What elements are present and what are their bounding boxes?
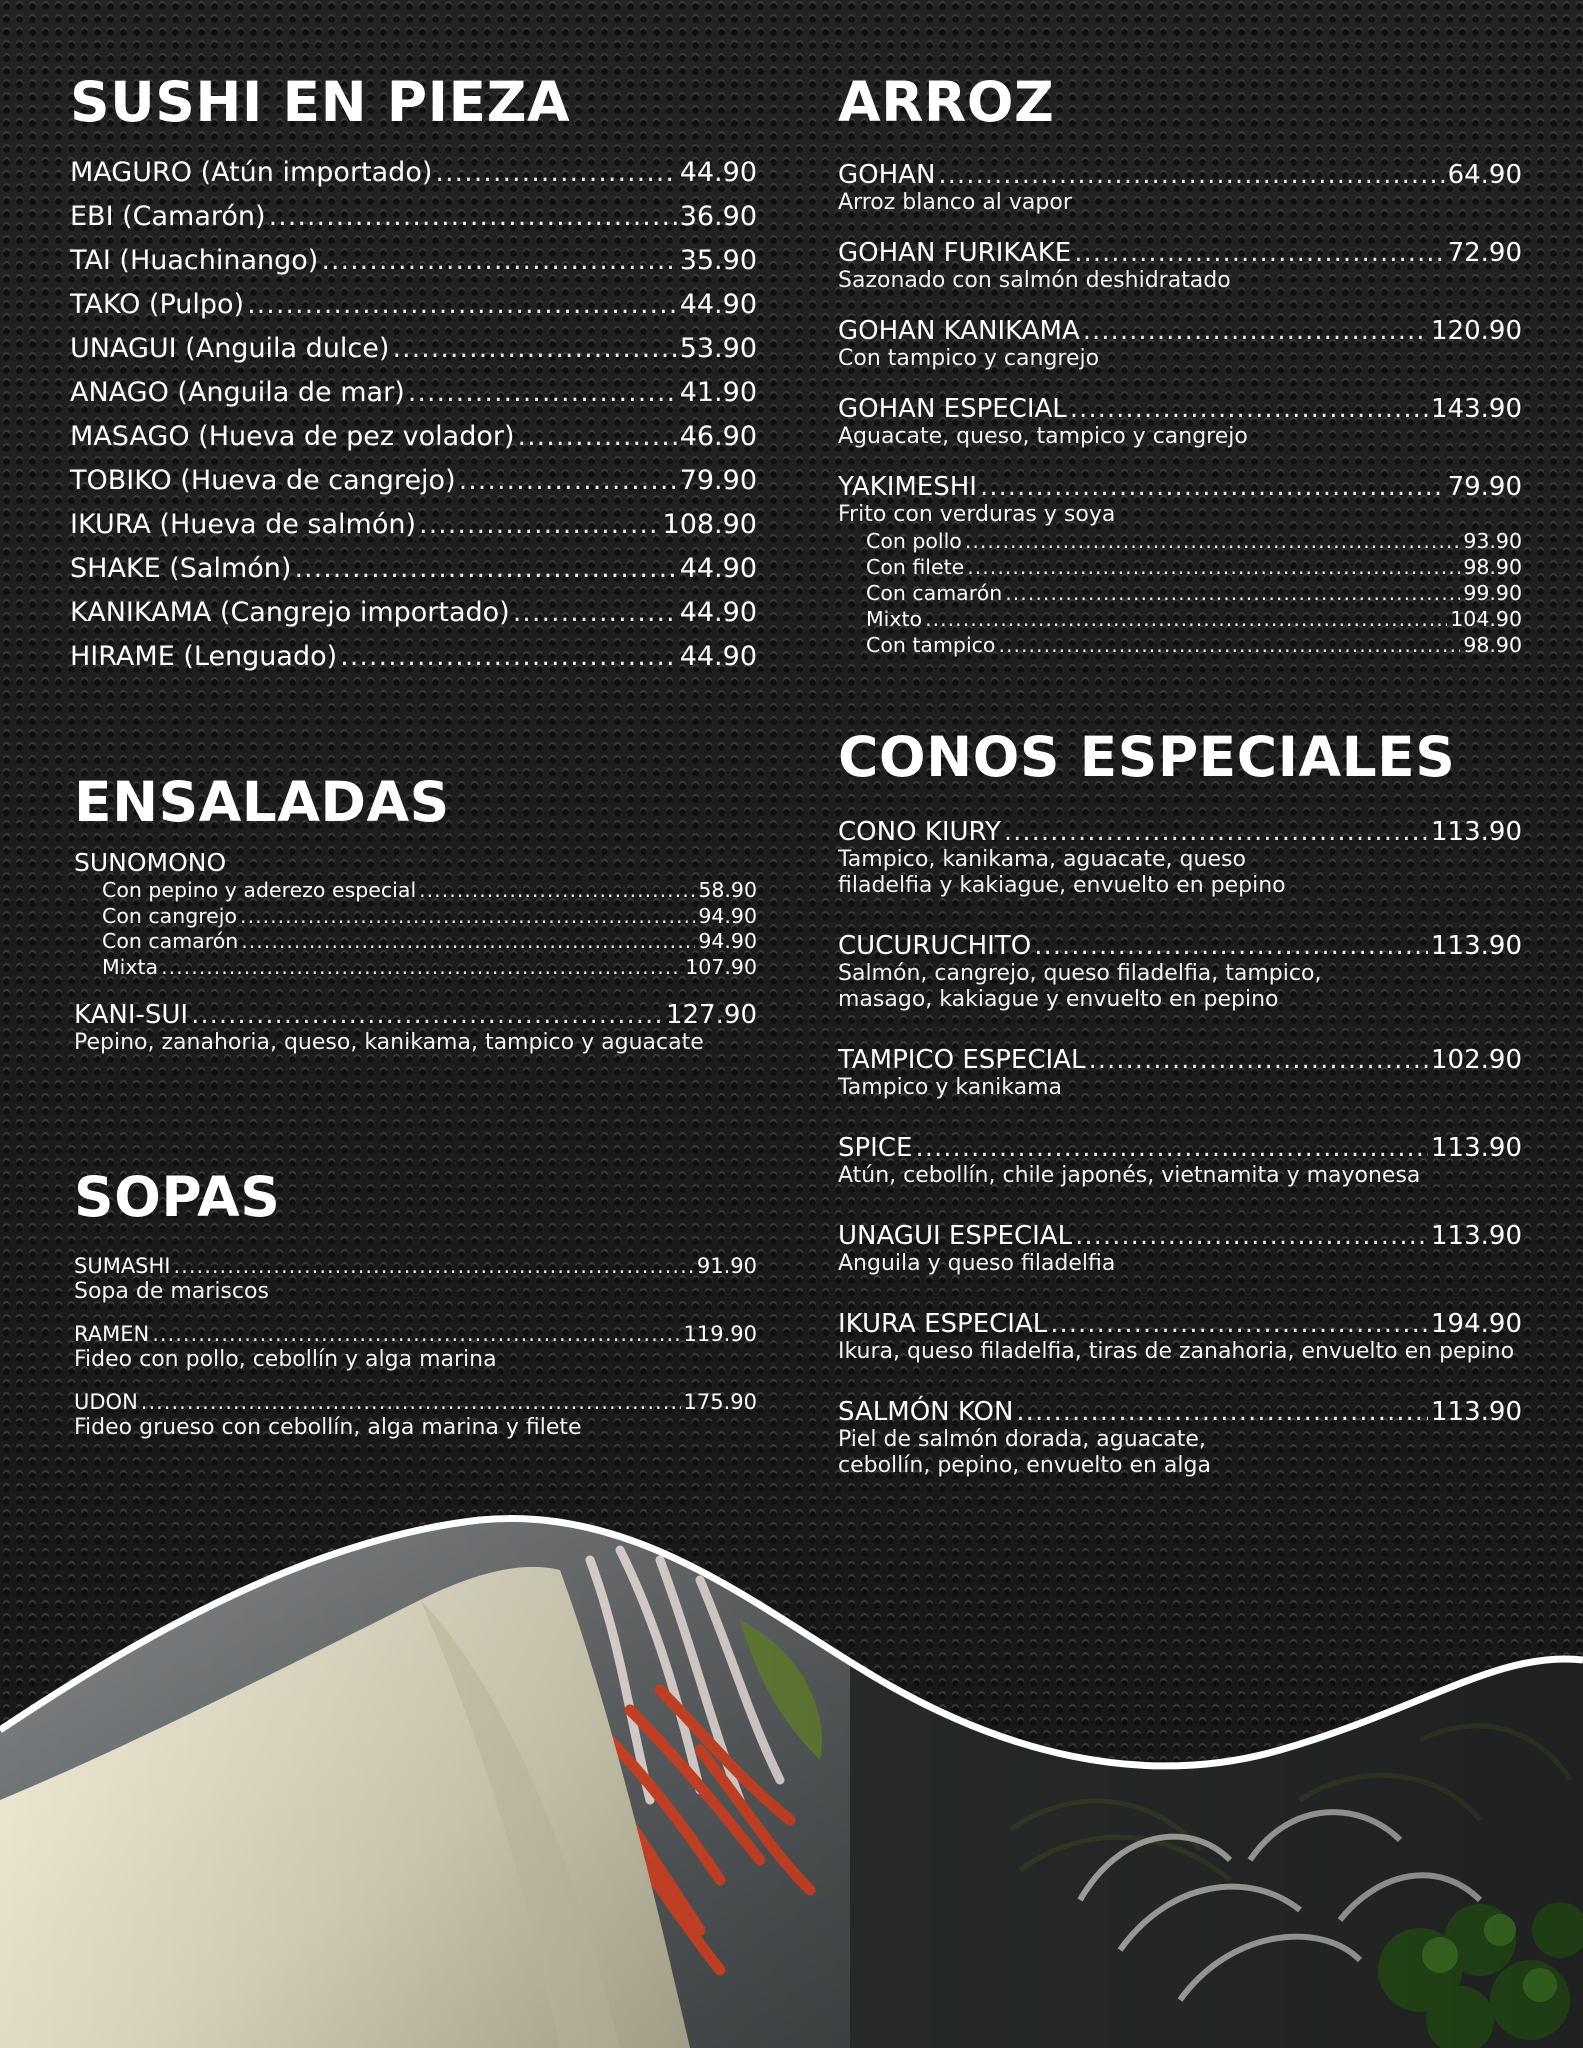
item-name: GOHAN KANIKAMA [838,316,1080,346]
leader-dots [240,904,695,930]
item-description: masago, kakiague y envuelto en pepino [838,987,1279,1012]
option-name: Con cangrejo [102,903,238,928]
item-description: Sazonado con salmón deshidratado [838,268,1231,293]
menu-item [838,1397,1522,1427]
item-name: UNAGUI (Anguila dulce) [70,333,390,364]
menu-item [70,591,757,635]
item-price: 113.90 [1431,1133,1522,1163]
menu-item [70,283,757,327]
section-title-ensaladas: ENSALADAS [74,770,450,834]
food-photo [0,1500,1583,2048]
item-price: 44.90 [679,641,757,672]
item-description: Atún, cebollín, chile japonés, vietnamita y mayonesa [838,1163,1421,1188]
item-name: UNAGUI ESPECIAL [838,1221,1073,1251]
option-name: Con camarón [866,581,1003,605]
leader-dots [241,929,695,955]
option-price: 93.90 [1463,529,1522,553]
menu-item [838,1133,1522,1163]
option-name: Mixto [866,607,923,631]
option-price: 58.90 [698,878,757,902]
item-price: 46.90 [679,421,757,452]
leader-dots [998,632,1460,658]
item-price: 113.90 [1431,1221,1522,1251]
item-name: TAI (Huachinango) [70,245,319,276]
option-price: 104.90 [1450,607,1522,631]
option-price: 98.90 [1463,555,1522,579]
item-description: Piel de salmón dorada, aguacate, [838,1427,1206,1452]
item-name: GOHAN ESPECIAL [838,394,1067,424]
leader-dots [1016,1397,1428,1427]
section-title-sopas: SOPAS [74,1165,281,1229]
leader-dots [141,1389,681,1415]
sopas-list [74,1253,757,1441]
sushi-list [70,151,757,679]
sub-option [838,580,1522,606]
item-description: Arroz blanco al vapor [838,190,1072,215]
arroz-list [838,160,1522,658]
item-name: MAGURO (Atún importado) [70,157,433,188]
item-name: SALMÓN KON [838,1397,1014,1427]
menu-item [70,459,757,503]
photo-content [0,1500,1583,2048]
leader-dots [1070,394,1428,424]
item-price: 44.90 [679,289,757,320]
leader-dots [161,955,682,981]
item-name: TAKO (Pulpo) [70,289,245,320]
option-name: Con pollo [866,529,962,553]
leader-dots [925,606,1447,632]
menu-item [838,1221,1522,1251]
item-description: Fideo grueso con cebollín, alga marina y filete [74,1415,582,1440]
menu-item [70,151,757,195]
menu-item [838,472,1522,502]
item-name-sunomono: SUNOMONO [74,848,227,877]
menu-item [838,931,1522,961]
item-description: Aguacate, queso, tampico y cangrejo [838,424,1248,449]
item-name: SPICE [838,1133,913,1163]
item-price: 53.90 [679,333,757,364]
item-description: cebollín, pepino, envuelto en alga [838,1453,1211,1478]
item-description: Tampico, kanikama, aguacate, queso [838,847,1246,872]
menu-item [74,1321,757,1347]
menu-item [838,160,1522,190]
leader-dots [518,415,677,459]
item-price: 194.90 [1431,1309,1522,1339]
section-title-conos: CONOS ESPECIALES [838,725,1456,789]
item-name: SUMASHI [74,1254,171,1278]
leader-dots [965,528,1460,554]
item-name: SHAKE (Salmón) [70,553,292,584]
sub-option [838,632,1522,658]
option-name: Con pepino y aderezo especial [102,878,417,902]
item-price: 36.90 [679,201,757,232]
item-name: GOHAN [838,160,936,190]
sub-option [74,878,757,904]
leader-dots [419,878,695,904]
item-name: UDON [74,1390,138,1414]
item-price: 44.90 [679,157,757,188]
item-name: MASAGO (Hueva de pez volador) [70,421,515,452]
leader-dots [1004,817,1428,847]
leader-dots [915,1133,1428,1163]
leader-dots [1083,316,1428,346]
item-price: 79.90 [1447,472,1522,502]
leader-dots [269,195,677,239]
option-name: Mixta [102,954,159,979]
leader-dots [967,554,1460,580]
sub-option [74,929,757,955]
item-name: IKURA (Hueva de salmón) [70,509,417,540]
item-price: 91.90 [696,1254,757,1278]
item-name: ANAGO (Anguila de mar) [70,377,405,408]
section-title-sushi: SUSHI EN PIEZA [70,70,571,134]
sub-option [838,554,1522,580]
section-title-arroz: ARROZ [838,70,1055,134]
item-description: Pepino, zanahoria, queso, kanikama, tampico y aguacate [74,1030,704,1055]
leader-dots [1050,1309,1428,1339]
leader-dots [1074,238,1444,268]
item-price: 102.90 [1431,1045,1522,1075]
leader-dots [408,371,677,415]
item-price: 120.90 [1431,316,1522,346]
leader-dots [191,1000,663,1030]
item-name: YAKIMESHI [838,472,977,502]
sub-option [74,904,757,930]
leader-dots [152,1321,680,1347]
item-description: Frito con verduras y soya [838,502,1116,527]
item-price: 72.90 [1447,238,1522,268]
item-price: 35.90 [679,245,757,276]
leader-dots [513,591,677,635]
leader-dots [1075,1221,1428,1251]
item-name: TOBIKO (Hueva de cangrejo) [70,465,456,496]
menu-item [70,239,757,283]
item-price: 79.90 [679,465,757,496]
menu-item [838,1309,1522,1339]
item-price: 64.90 [1447,160,1522,190]
option-name: Con filete [866,555,965,579]
item-price: 113.90 [1431,817,1522,847]
item-name: EBI (Camarón) [70,201,266,232]
menu-item [74,1389,757,1415]
menu-item [70,195,757,239]
menu-item [70,503,757,547]
menu-item [70,547,757,591]
menu-item [838,238,1522,268]
item-name: HIRAME (Lenguado) [70,641,338,672]
leader-dots [1005,580,1460,606]
ensaladas-list [74,848,757,1056]
menu-item [70,415,757,459]
item-description: Salmón, cangrejo, queso filadelfia, tampico, [838,961,1322,986]
item-price: 44.90 [679,553,757,584]
item-description: Fideo con pollo, cebollín y alga marina [74,1347,497,1372]
item-name: TAMPICO ESPECIAL [838,1045,1086,1075]
item-name: RAMEN [74,1322,150,1346]
item-price: 143.90 [1431,394,1522,424]
menu-item [74,1253,757,1279]
item-price: 41.90 [679,377,757,408]
leader-dots [294,547,676,591]
option-price: 107.90 [685,954,757,979]
item-description: filadelfia y kakiague, envuelto en pepino [838,873,1286,898]
option-price: 99.90 [1463,581,1522,605]
leader-dots [435,151,676,195]
option-price: 94.90 [698,903,757,928]
option-name: Con tampico [866,633,996,657]
leader-dots [459,459,677,503]
option-price: 94.90 [698,929,757,953]
leader-dots [340,635,677,679]
leader-dots [419,503,660,547]
sub-option [74,955,757,981]
leader-dots [1088,1045,1428,1075]
menu-item [838,316,1522,346]
item-price: 127.90 [666,1000,757,1030]
item-name: KANIKAMA (Cangrejo importado) [70,597,510,628]
leader-dots [174,1253,694,1279]
menu-item [838,394,1522,424]
leader-dots [980,472,1445,502]
option-name: Con camarón [102,929,239,953]
item-price: 44.90 [679,597,757,628]
menu-item [838,817,1522,847]
menu-item [74,1000,757,1030]
menu-item [70,635,757,679]
leader-dots [247,283,677,327]
item-description: Tampico y kanikama [838,1075,1062,1100]
item-price: 108.90 [662,509,757,540]
item-description: Anguila y queso filadelfia [838,1251,1116,1276]
menu-item [70,327,757,371]
menu-item [838,1045,1522,1075]
sub-option [838,528,1522,554]
conos-list [838,817,1522,1479]
leader-dots [1034,931,1428,961]
sub-option [838,606,1522,632]
item-name: CUCURUCHITO [838,931,1032,961]
leader-dots [938,160,1444,190]
item-name: IKURA ESPECIAL [838,1309,1048,1339]
menu-item [70,371,757,415]
item-description: Ikura, queso filadelfia, tiras de zanahoria, envuelto en pepino [838,1339,1515,1364]
item-description: Sopa de mariscos [74,1279,269,1304]
leader-dots [321,239,676,283]
item-description: Con tampico y cangrejo [838,346,1100,371]
item-price: 113.90 [1431,931,1522,961]
item-name: CONO KIURY [838,817,1001,847]
option-price: 98.90 [1463,633,1522,657]
item-name: GOHAN FURIKAKE [838,238,1072,268]
leader-dots [392,327,676,371]
item-name: KANI-SUI [74,1000,189,1030]
item-price: 119.90 [683,1322,757,1346]
item-price: 113.90 [1431,1397,1522,1427]
item-price: 175.90 [683,1390,757,1414]
